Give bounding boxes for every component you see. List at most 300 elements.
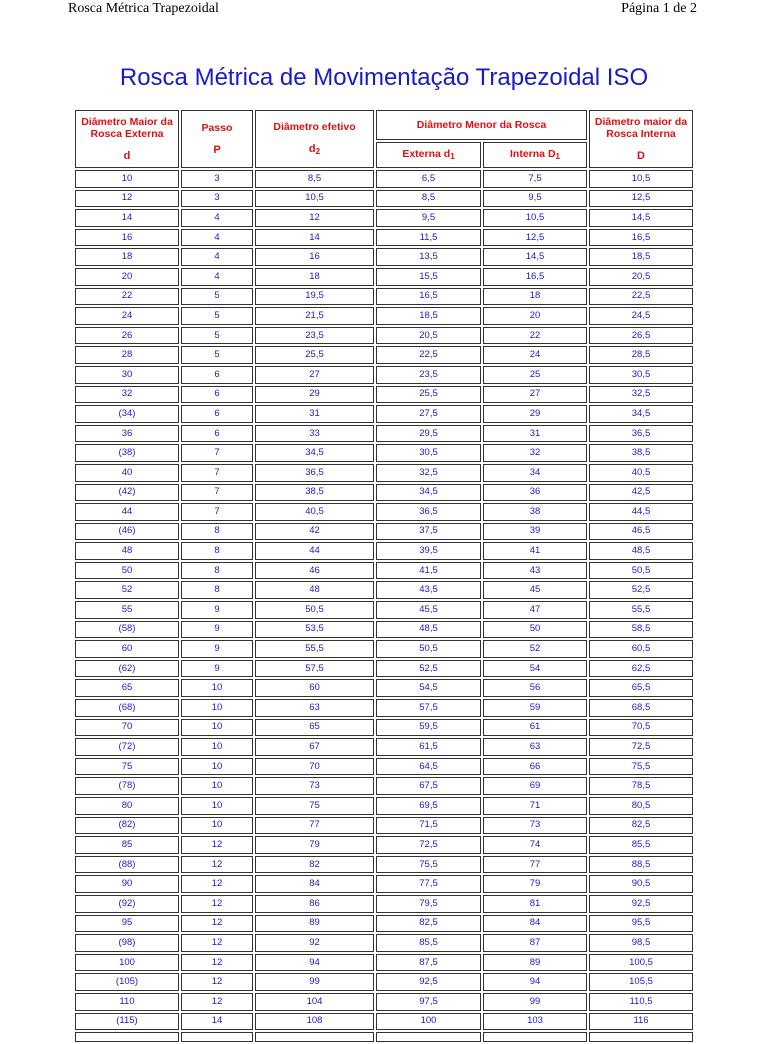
- cell-major-external: (38): [75, 444, 179, 462]
- cell-pitch: 9: [181, 621, 253, 639]
- cell-major-internal: 12,5: [589, 190, 693, 208]
- cell-pitch: 4: [181, 209, 253, 227]
- cell-minor-external: 13,5: [376, 248, 481, 266]
- table-row: [75, 601, 693, 619]
- cell-minor-external: 75,5: [376, 856, 481, 874]
- table-row: [75, 170, 693, 188]
- cell-pitch-diameter: 92: [255, 934, 374, 952]
- cell-major-external: (78): [75, 777, 179, 795]
- cell-pitch-diameter: 33: [255, 425, 374, 443]
- cell-pitch: 12: [181, 856, 253, 874]
- cell-pitch-diameter: 8,5: [255, 170, 374, 188]
- table-row: [75, 268, 693, 286]
- cell-minor-external: 36,5: [376, 503, 481, 521]
- cell-pitch-diameter: 99: [255, 973, 374, 991]
- cell-pitch: 10: [181, 679, 253, 697]
- cell-pitch-diameter: 60: [255, 679, 374, 697]
- cell-pitch: 7: [181, 484, 253, 502]
- cell-major-external: 12: [75, 190, 179, 208]
- cell-minor-external: 15,5: [376, 268, 481, 286]
- header-label: Externa d: [402, 147, 451, 160]
- cell-major-external: (58): [75, 621, 179, 639]
- cell-major-external: 16: [75, 229, 179, 247]
- cell-minor-external: 85,5: [376, 934, 481, 952]
- cell-pitch-diameter: 57,5: [255, 660, 374, 678]
- cell-minor-internal: 24: [483, 346, 587, 364]
- cell-pitch: 12: [181, 973, 253, 991]
- cell-pitch-diameter: 40,5: [255, 503, 374, 521]
- table-row: [75, 758, 693, 776]
- cell-pitch-diameter: 34,5: [255, 444, 374, 462]
- cell-minor-internal: 69: [483, 777, 587, 795]
- cell-pitch-diameter: 29: [255, 386, 374, 404]
- cell-major-external: 28: [75, 346, 179, 364]
- cell-pitch-diameter: 46: [255, 562, 374, 580]
- cell-minor-external: 20,5: [376, 327, 481, 345]
- table-row: [75, 777, 693, 795]
- cell-pitch-diameter: 67: [255, 738, 374, 756]
- cell-major-internal: 18,5: [589, 248, 693, 266]
- cell-pitch: 6: [181, 366, 253, 384]
- cell-pitch-diameter: 86: [255, 895, 374, 913]
- cell-major-internal: 72,5: [589, 738, 693, 756]
- cell-pitch-diameter: 25,5: [255, 346, 374, 364]
- cell-minor-internal: 18: [483, 288, 587, 306]
- cell-minor-internal: 22: [483, 327, 587, 345]
- cell-pitch: 8: [181, 523, 253, 541]
- cell-pitch: 12: [181, 915, 253, 933]
- cell-pitch-diameter: 63: [255, 699, 374, 717]
- cell-major-internal: 40,5: [589, 464, 693, 482]
- cell-pitch: 8: [181, 542, 253, 560]
- cell-major-internal: 32,5: [589, 386, 693, 404]
- cell-major-external: 30: [75, 366, 179, 384]
- cell-minor-external: 27,5: [376, 405, 481, 423]
- cell-minor-external: 52,5: [376, 660, 481, 678]
- cell-minor-external: 71,5: [376, 817, 481, 835]
- cell-major-external: 20: [75, 268, 179, 286]
- cell-minor-external: 50,5: [376, 640, 481, 658]
- cell-minor-external: 16,5: [376, 288, 481, 306]
- cell-pitch: 10: [181, 777, 253, 795]
- cell-major-internal: 34,5: [589, 405, 693, 423]
- header-symbol: D: [637, 150, 645, 162]
- cell-pitch: 10: [181, 817, 253, 835]
- cell-major-internal: 90,5: [589, 875, 693, 893]
- table-row: [75, 346, 693, 364]
- cell-pitch: 12: [181, 954, 253, 972]
- cell-pitch: 4: [181, 248, 253, 266]
- cell-pitch-diameter: 42: [255, 523, 374, 541]
- empty-cell: [255, 1032, 374, 1042]
- cell-major-external: (42): [75, 484, 179, 502]
- cell-major-external: (46): [75, 523, 179, 541]
- cell-major-internal: 100,5: [589, 954, 693, 972]
- cell-minor-external: 22,5: [376, 346, 481, 364]
- cell-major-internal: 88,5: [589, 856, 693, 874]
- cell-minor-internal: 50: [483, 621, 587, 639]
- cell-minor-internal: 79: [483, 875, 587, 893]
- cell-minor-internal: 41: [483, 542, 587, 560]
- cell-minor-external: 48,5: [376, 621, 481, 639]
- page-number: Página 1 de 2: [621, 1, 697, 16]
- cell-minor-external: 25,5: [376, 386, 481, 404]
- table-row: [75, 875, 693, 893]
- symbol-subscript: 1: [555, 151, 560, 161]
- cell-major-internal: 28,5: [589, 346, 693, 364]
- cell-pitch-diameter: 53,5: [255, 621, 374, 639]
- cell-major-external: 10: [75, 170, 179, 188]
- cell-major-external: 18: [75, 248, 179, 266]
- cell-major-external: 70: [75, 719, 179, 737]
- cell-pitch: 5: [181, 327, 253, 345]
- cell-major-internal: 92,5: [589, 895, 693, 913]
- cell-major-internal: 38,5: [589, 444, 693, 462]
- cell-pitch-diameter: 48: [255, 581, 374, 599]
- header-label: Diâmetro Maior da Rosca Externa: [81, 116, 173, 140]
- cell-minor-internal: 77: [483, 856, 587, 874]
- header-minor-diameter-group: Diâmetro Menor da Rosca: [376, 110, 587, 140]
- cell-minor-internal: 66: [483, 758, 587, 776]
- cell-major-external: (82): [75, 817, 179, 835]
- cell-minor-external: 45,5: [376, 601, 481, 619]
- cell-major-internal: 60,5: [589, 640, 693, 658]
- cell-major-external: 90: [75, 875, 179, 893]
- cell-minor-internal: 10,5: [483, 209, 587, 227]
- cell-minor-external: 67,5: [376, 777, 481, 795]
- cell-pitch-diameter: 50,5: [255, 601, 374, 619]
- table-row: [75, 209, 693, 227]
- cell-major-internal: 10,5: [589, 170, 693, 188]
- cell-pitch: 5: [181, 307, 253, 325]
- cell-major-internal: 78,5: [589, 777, 693, 795]
- cell-major-external: 110: [75, 993, 179, 1011]
- cell-minor-internal: 34: [483, 464, 587, 482]
- cell-minor-internal: 74: [483, 836, 587, 854]
- cell-minor-external: 57,5: [376, 699, 481, 717]
- table-row: [75, 738, 693, 756]
- table-row-continued: [75, 1032, 693, 1042]
- cell-major-external: (98): [75, 934, 179, 952]
- empty-cell: [376, 1032, 481, 1042]
- cell-pitch-diameter: 82: [255, 856, 374, 874]
- cell-major-internal: 22,5: [589, 288, 693, 306]
- header-minor-internal: [483, 142, 587, 168]
- cell-major-internal: 70,5: [589, 719, 693, 737]
- symbol-subscript: 2: [315, 146, 321, 156]
- cell-pitch: 5: [181, 346, 253, 364]
- table-row: [75, 817, 693, 835]
- cell-pitch-diameter: 18: [255, 268, 374, 286]
- cell-pitch: 7: [181, 444, 253, 462]
- cell-major-external: 50: [75, 562, 179, 580]
- cell-major-internal: 58,5: [589, 621, 693, 639]
- cell-major-internal: 16,5: [589, 229, 693, 247]
- cell-minor-external: 11,5: [376, 229, 481, 247]
- empty-cell: [483, 1032, 587, 1042]
- header-label: Diâmetro maior da Rosca Interna: [594, 116, 688, 140]
- cell-pitch-diameter: 36,5: [255, 464, 374, 482]
- cell-pitch-diameter: 12: [255, 209, 374, 227]
- cell-pitch: 10: [181, 797, 253, 815]
- cell-major-external: 40: [75, 464, 179, 482]
- table-row: [75, 993, 693, 1011]
- cell-minor-external: 37,5: [376, 523, 481, 541]
- cell-pitch-diameter: 70: [255, 758, 374, 776]
- cell-pitch: 6: [181, 386, 253, 404]
- cell-minor-external: 54,5: [376, 679, 481, 697]
- cell-minor-external: 97,5: [376, 993, 481, 1011]
- cell-pitch: 12: [181, 934, 253, 952]
- cell-major-internal: 30,5: [589, 366, 693, 384]
- cell-major-internal: 46,5: [589, 523, 693, 541]
- cell-minor-external: 64,5: [376, 758, 481, 776]
- cell-minor-internal: 12,5: [483, 229, 587, 247]
- cell-pitch-diameter: 10,5: [255, 190, 374, 208]
- cell-minor-internal: 59: [483, 699, 587, 717]
- cell-pitch: 12: [181, 875, 253, 893]
- cell-major-external: 75: [75, 758, 179, 776]
- table-row: [75, 523, 693, 541]
- cell-major-external: (88): [75, 856, 179, 874]
- table-row: [75, 679, 693, 697]
- cell-pitch-diameter: 108: [255, 1013, 374, 1031]
- table-row: [75, 973, 693, 991]
- symbol-main: d: [308, 142, 316, 155]
- cell-major-internal: 75,5: [589, 758, 693, 776]
- cell-pitch-diameter: 104: [255, 993, 374, 1011]
- cell-minor-external: 6,5: [376, 170, 481, 188]
- table-row: [75, 327, 693, 345]
- cell-major-internal: 20,5: [589, 268, 693, 286]
- cell-minor-internal: 38: [483, 503, 587, 521]
- cell-major-external: 85: [75, 836, 179, 854]
- cell-major-internal: 82,5: [589, 817, 693, 835]
- header-minor-external: [376, 142, 481, 168]
- header-symbol: P: [213, 144, 221, 156]
- table-row: [75, 425, 693, 443]
- cell-major-external: 44: [75, 503, 179, 521]
- cell-minor-external: 9,5: [376, 209, 481, 227]
- header-label: Diâmetro efetivo: [273, 120, 356, 133]
- table-row: [75, 190, 693, 208]
- cell-minor-external: 29,5: [376, 425, 481, 443]
- cell-major-internal: 26,5: [589, 327, 693, 345]
- cell-minor-internal: 89: [483, 954, 587, 972]
- table-row: [75, 229, 693, 247]
- cell-pitch: 12: [181, 993, 253, 1011]
- cell-major-external: 100: [75, 954, 179, 972]
- cell-minor-external: 72,5: [376, 836, 481, 854]
- header-symbol: [256, 143, 373, 158]
- table-row: [75, 307, 693, 325]
- cell-major-external: 52: [75, 581, 179, 599]
- cell-pitch: 10: [181, 719, 253, 737]
- cell-minor-internal: 31: [483, 425, 587, 443]
- cell-minor-external: 100: [376, 1013, 481, 1031]
- cell-minor-external: 8,5: [376, 190, 481, 208]
- table-row: [75, 484, 693, 502]
- table-row: [75, 621, 693, 639]
- cell-minor-internal: 61: [483, 719, 587, 737]
- table-row: [75, 386, 693, 404]
- cell-major-external: 55: [75, 601, 179, 619]
- cell-pitch-diameter: 31: [255, 405, 374, 423]
- cell-minor-internal: 56: [483, 679, 587, 697]
- cell-pitch: 12: [181, 895, 253, 913]
- cell-minor-internal: 47: [483, 601, 587, 619]
- cell-pitch-diameter: 44: [255, 542, 374, 560]
- cell-major-internal: 42,5: [589, 484, 693, 502]
- cell-minor-internal: 43: [483, 562, 587, 580]
- cell-minor-internal: 36: [483, 484, 587, 502]
- cell-pitch: 6: [181, 405, 253, 423]
- cell-major-internal: 62,5: [589, 660, 693, 678]
- cell-pitch-diameter: 75: [255, 797, 374, 815]
- cell-pitch-diameter: 55,5: [255, 640, 374, 658]
- cell-pitch: 10: [181, 758, 253, 776]
- cell-pitch-diameter: 23,5: [255, 327, 374, 345]
- thread-table: [73, 108, 695, 1044]
- table-row: [75, 444, 693, 462]
- page-title: Rosca Métrica de Movimentação Trapezoidal ISO: [119, 64, 649, 91]
- table-body: [75, 170, 693, 1042]
- cell-major-external: (34): [75, 405, 179, 423]
- table-row: [75, 248, 693, 266]
- cell-major-external: (92): [75, 895, 179, 913]
- table-row: [75, 464, 693, 482]
- cell-major-external: 48: [75, 542, 179, 560]
- cell-minor-internal: 7,5: [483, 170, 587, 188]
- cell-pitch-diameter: 27: [255, 366, 374, 384]
- cell-major-external: (105): [75, 973, 179, 991]
- cell-major-external: (115): [75, 1013, 179, 1031]
- table-row: [75, 366, 693, 384]
- cell-major-external: 95: [75, 915, 179, 933]
- cell-pitch-diameter: 65: [255, 719, 374, 737]
- cell-major-internal: 52,5: [589, 581, 693, 599]
- cell-minor-internal: 84: [483, 915, 587, 933]
- cell-major-external: 36: [75, 425, 179, 443]
- cell-pitch: 3: [181, 170, 253, 188]
- cell-pitch: 4: [181, 229, 253, 247]
- cell-minor-external: 77,5: [376, 875, 481, 893]
- header-major-diameter-internal: [589, 110, 693, 168]
- cell-minor-external: 87,5: [376, 954, 481, 972]
- cell-pitch: 7: [181, 503, 253, 521]
- table-row: [75, 542, 693, 560]
- cell-minor-internal: 25: [483, 366, 587, 384]
- cell-minor-external: 23,5: [376, 366, 481, 384]
- cell-pitch-diameter: 14: [255, 229, 374, 247]
- cell-major-internal: 24,5: [589, 307, 693, 325]
- cell-major-internal: 95,5: [589, 915, 693, 933]
- cell-pitch: 3: [181, 190, 253, 208]
- cell-major-internal: 98,5: [589, 934, 693, 952]
- cell-minor-external: 92,5: [376, 973, 481, 991]
- cell-major-external: 65: [75, 679, 179, 697]
- empty-cell: [75, 1032, 179, 1042]
- cell-pitch-diameter: 38,5: [255, 484, 374, 502]
- cell-major-internal: 50,5: [589, 562, 693, 580]
- cell-pitch-diameter: 77: [255, 817, 374, 835]
- cell-minor-external: 43,5: [376, 581, 481, 599]
- cell-pitch: 6: [181, 425, 253, 443]
- cell-major-external: 60: [75, 640, 179, 658]
- cell-minor-internal: 63: [483, 738, 587, 756]
- table-row: [75, 405, 693, 423]
- page-header: [0, 0, 768, 20]
- cell-pitch: 8: [181, 562, 253, 580]
- header-pitch-diameter: [255, 110, 374, 168]
- table-row: [75, 660, 693, 678]
- cell-major-internal: 65,5: [589, 679, 693, 697]
- cell-minor-internal: 20: [483, 307, 587, 325]
- cell-major-external: 80: [75, 797, 179, 815]
- header-label: Interna D: [510, 147, 556, 160]
- empty-cell: [589, 1032, 693, 1042]
- cell-major-external: 32: [75, 386, 179, 404]
- cell-minor-external: 61,5: [376, 738, 481, 756]
- header-symbol: d: [123, 150, 131, 162]
- cell-major-external: 22: [75, 288, 179, 306]
- table-row: [75, 699, 693, 717]
- table-row: [75, 856, 693, 874]
- cell-pitch-diameter: 94: [255, 954, 374, 972]
- cell-minor-external: 69,5: [376, 797, 481, 815]
- table-row: [75, 562, 693, 580]
- cell-major-external: 14: [75, 209, 179, 227]
- table-row: [75, 719, 693, 737]
- header-major-diameter-external: [75, 110, 179, 168]
- cell-minor-internal: 9,5: [483, 190, 587, 208]
- cell-minor-internal: 81: [483, 895, 587, 913]
- cell-pitch-diameter: 79: [255, 836, 374, 854]
- cell-minor-internal: 52: [483, 640, 587, 658]
- cell-minor-external: 79,5: [376, 895, 481, 913]
- cell-minor-external: 18,5: [376, 307, 481, 325]
- cell-major-external: 26: [75, 327, 179, 345]
- table-row: [75, 797, 693, 815]
- cell-pitch: 8: [181, 581, 253, 599]
- cell-major-external: (68): [75, 699, 179, 717]
- cell-major-internal: 44,5: [589, 503, 693, 521]
- document-name: Rosca Métrica Trapezoidal: [68, 1, 219, 16]
- cell-pitch: 10: [181, 738, 253, 756]
- header-pitch: [181, 110, 253, 168]
- cell-pitch: 9: [181, 640, 253, 658]
- cell-minor-internal: 29: [483, 405, 587, 423]
- table-row: [75, 288, 693, 306]
- cell-pitch: 14: [181, 1013, 253, 1031]
- cell-pitch-diameter: 84: [255, 875, 374, 893]
- table-row: [75, 836, 693, 854]
- cell-pitch: 5: [181, 288, 253, 306]
- cell-major-internal: 80,5: [589, 797, 693, 815]
- cell-pitch: 9: [181, 601, 253, 619]
- cell-pitch: 7: [181, 464, 253, 482]
- cell-minor-internal: 103: [483, 1013, 587, 1031]
- cell-major-internal: 85,5: [589, 836, 693, 854]
- cell-minor-external: 59,5: [376, 719, 481, 737]
- cell-minor-internal: 71: [483, 797, 587, 815]
- empty-cell: [181, 1032, 253, 1042]
- cell-pitch: 9: [181, 660, 253, 678]
- cell-pitch-diameter: 16: [255, 248, 374, 266]
- table-row: [75, 581, 693, 599]
- cell-minor-external: 82,5: [376, 915, 481, 933]
- cell-major-internal: 48,5: [589, 542, 693, 560]
